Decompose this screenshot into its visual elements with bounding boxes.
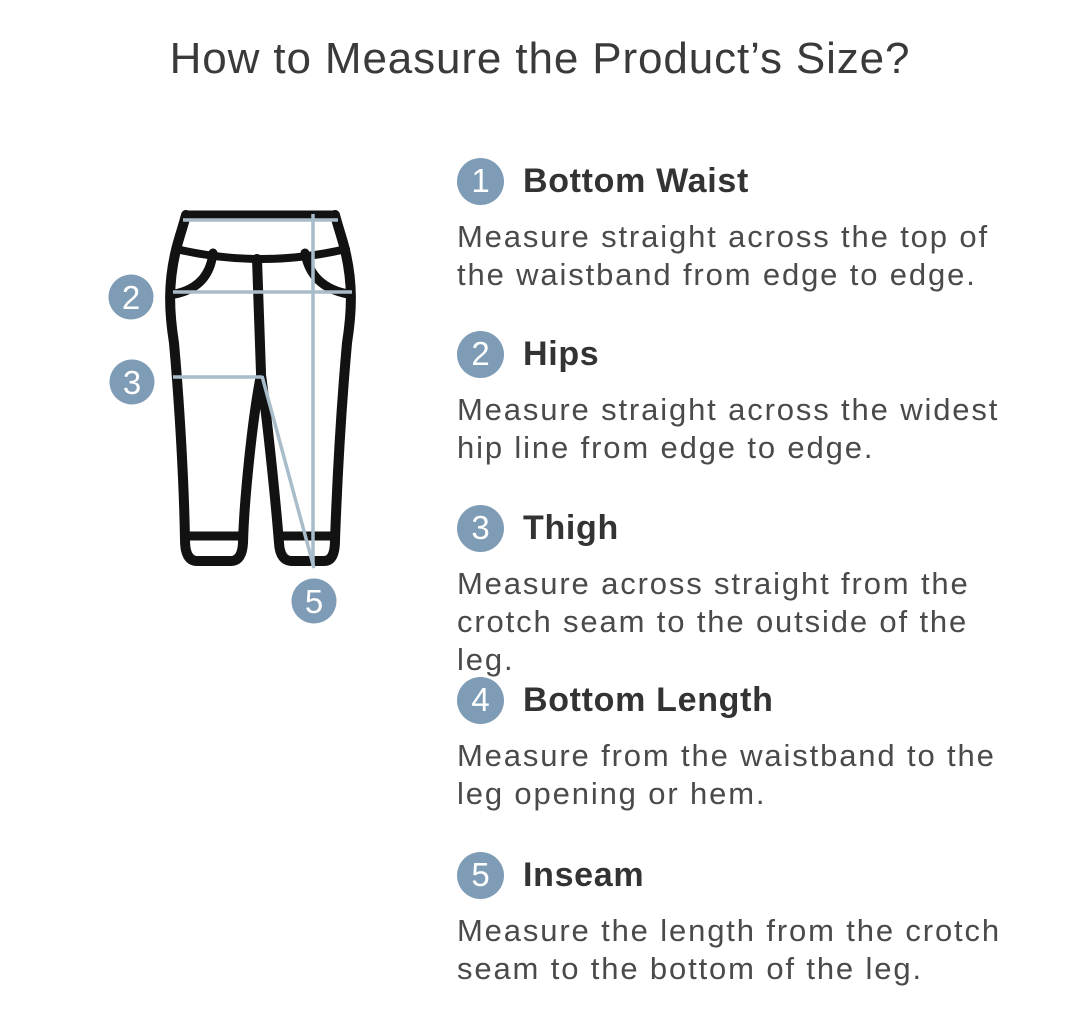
step-header: [457, 852, 1027, 899]
step-bottom-waist: [457, 158, 1027, 294]
step-thigh: [457, 505, 1027, 679]
step-header: [457, 677, 1027, 724]
step-label: Thigh: [523, 509, 619, 547]
step-label: Hips: [523, 335, 600, 373]
pants-fly-seam: [257, 259, 261, 373]
step-description: Measure straight across the top of the waistband from edge to edge.: [457, 219, 989, 292]
step-bottom-length: [457, 677, 1027, 813]
step-header: [457, 331, 1027, 378]
step-description: Measure from the waistband to the leg opening or hem.: [457, 738, 996, 811]
step-number-badge: 5: [457, 852, 504, 899]
step-description: Measure the length from the crotch seam to the bottom of the leg.: [457, 913, 1001, 986]
step-description: Measure straight across the widest hip line from edge to edge.: [457, 392, 1000, 465]
step-inseam: [457, 852, 1027, 988]
diagram-markers: [109, 275, 337, 624]
inseam-marker-number: 5: [304, 583, 324, 620]
step-label: Bottom Waist: [523, 162, 749, 200]
pants-left-pocket-curve: [175, 253, 213, 294]
step-number-badge: 2: [457, 331, 504, 378]
step-hips: [457, 331, 1027, 467]
step-number-badge: 4: [457, 677, 504, 724]
step-header: [457, 505, 1027, 552]
step-description: Measure across straight from the crotch seam to the outside of the leg.: [457, 566, 970, 677]
pants-measurement-diagram: [85, 185, 415, 635]
step-label: Bottom Length: [523, 681, 774, 719]
step-header: [457, 158, 1027, 205]
hips-marker-number: 2: [121, 279, 141, 316]
step-label: Inseam: [523, 856, 645, 894]
page-title: How to Measure the Product’s Size?: [169, 34, 911, 83]
step-number-badge: 1: [457, 158, 504, 205]
pants-illustration: [170, 215, 351, 561]
step-number-badge: 3: [457, 505, 504, 552]
thigh-marker-number: 3: [122, 364, 142, 401]
